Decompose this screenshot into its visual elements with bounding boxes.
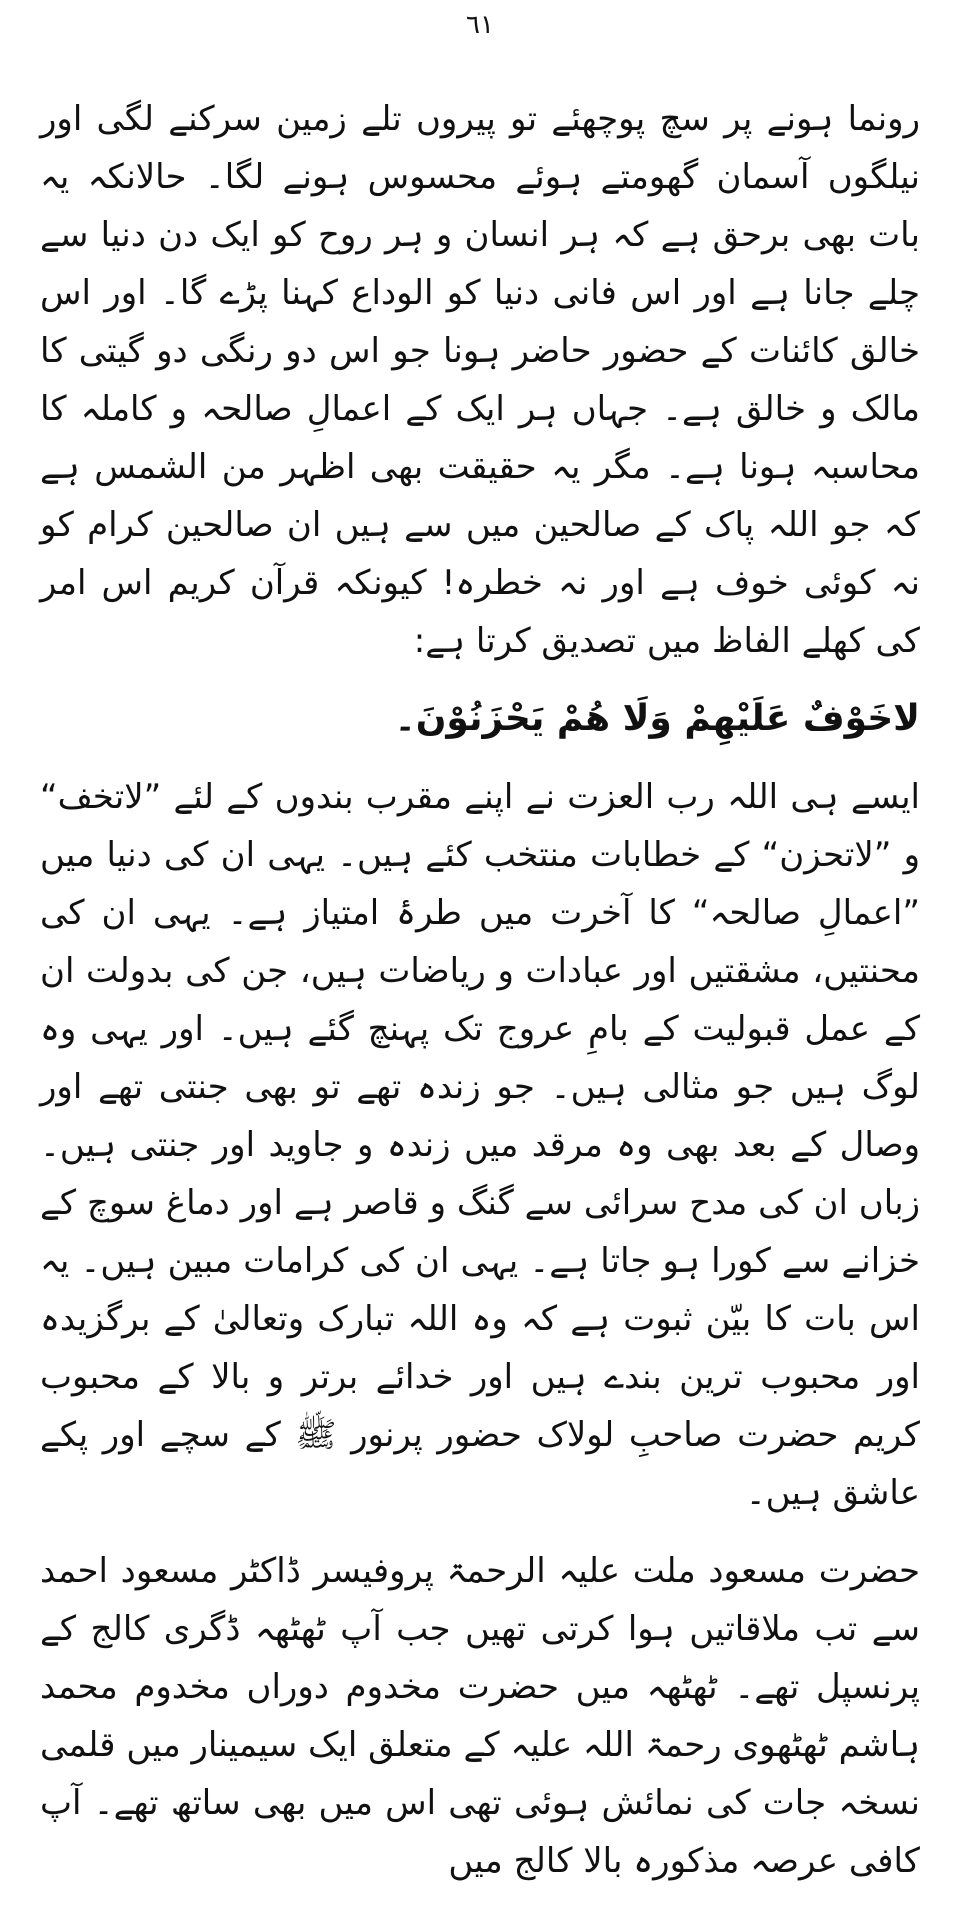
paragraph-2: ایسے ہی اللہ رب العزت نے اپنے مقرب بندوں کے لئے ”لاتخف“ و ”لاتحزن“ کے خطابات منتخب کئے ہیں۔ یہی ان کی دنیا میں ”اعمالِ صالحہ“ کا آخرت میں طرۂ امتیاز ہے۔ یہی ان کی محنتیں، مشقتیں اور عبادات و ریاضات ہیں، جن کی بدولت ان کے عمل قبولیت کے بامِ عروج تک پہنچ گئے ہیں۔ اور یہی وہ لوگ ہیں جو مثالی ہیں۔ جو زندہ تھے تو بھی جنتی تھے اور وصال کے بعد بھی وہ مرقد میں زندہ و جاوید اور جنتی ہیں۔ زباں ان کی مدح سرائی سے گنگ و قاصر ہے اور دماغ سوچ کے خزانے سے کورا ہو جاتا ہے۔ یہی ان کی کرامات مبین ہیں۔ یہ اس بات کا بیّن ثبوت ہے کہ وہ اللہ تبارک وتعالیٰ کے برگزیدہ اور محبوب ترین بندے ہیں اور خدائے برتر و بالا کے محبوب کریم حضرت صاحبِ لولاک حضور پرنور ﷺ کے سچے اور پکے عاشق ہیں۔ xyxy=(40,777,920,1513)
quranic-verse: لاخَوْفٌ عَلَیْھِمْ وَلَا ھُمْ یَحْزَنُوْنَ۔ xyxy=(394,698,920,739)
body-text xyxy=(40,90,920,1910)
page-number: ٦١ xyxy=(466,10,494,40)
paragraph-1: رونما ہونے پر سچ پوچھئے تو پیروں تلے زمین سرکنے لگی اور نیلگوں آسمان گھومتے ہوئے محسوس ہونے لگا۔ حالانکہ یہ بات بھی برحق ہے کہ ہر انسان و ہر روح کو ایک دن دنیا سے چلے جانا ہے اور اس فانی دنیا کو الوداع کہنا پڑے گا۔ اور اس خالق کائنات کے حضور حاضر ہونا جو اس دو رنگی دو گیتی کا مالک و خالق ہے۔ جہاں ہر ایک کے اعمالِ صالحہ و کاملہ کا محاسبہ ہونا ہے۔ مگر یہ حقیقت بھی اظہر من الشمس ہے کہ جو اللہ پاک کے صالحین میں سے ہیں ان صالحین کرام کو نہ کوئی خوف ہے اور نہ خطرہ! کیونکہ قرآن کریم اس امر کی کھلے الفاظ میں تصدیق کرتا ہے: xyxy=(40,99,920,661)
paragraph-3: حضرت مسعود ملت علیہ الرحمۃ پروفیسر ڈاکٹر مسعود احمد سے تب ملاقاتیں ہوا کرتی تھیں جب آپ ٹھٹھہ ڈگری کالج کے پرنسپل تھے۔ ٹھٹھہ میں حضرت مخدوم دوراں مخدوم محمد ہاشم ٹھٹھوی رحمۃ اللہ علیہ کے متعلق ایک سیمینار میں قلمی نسخہ جات کی نمائش ہوئی تھی اس میں بھی ساتھ تھے۔ آپ کافی عرصہ مذکورہ بالا کالج میں xyxy=(40,1551,920,1881)
